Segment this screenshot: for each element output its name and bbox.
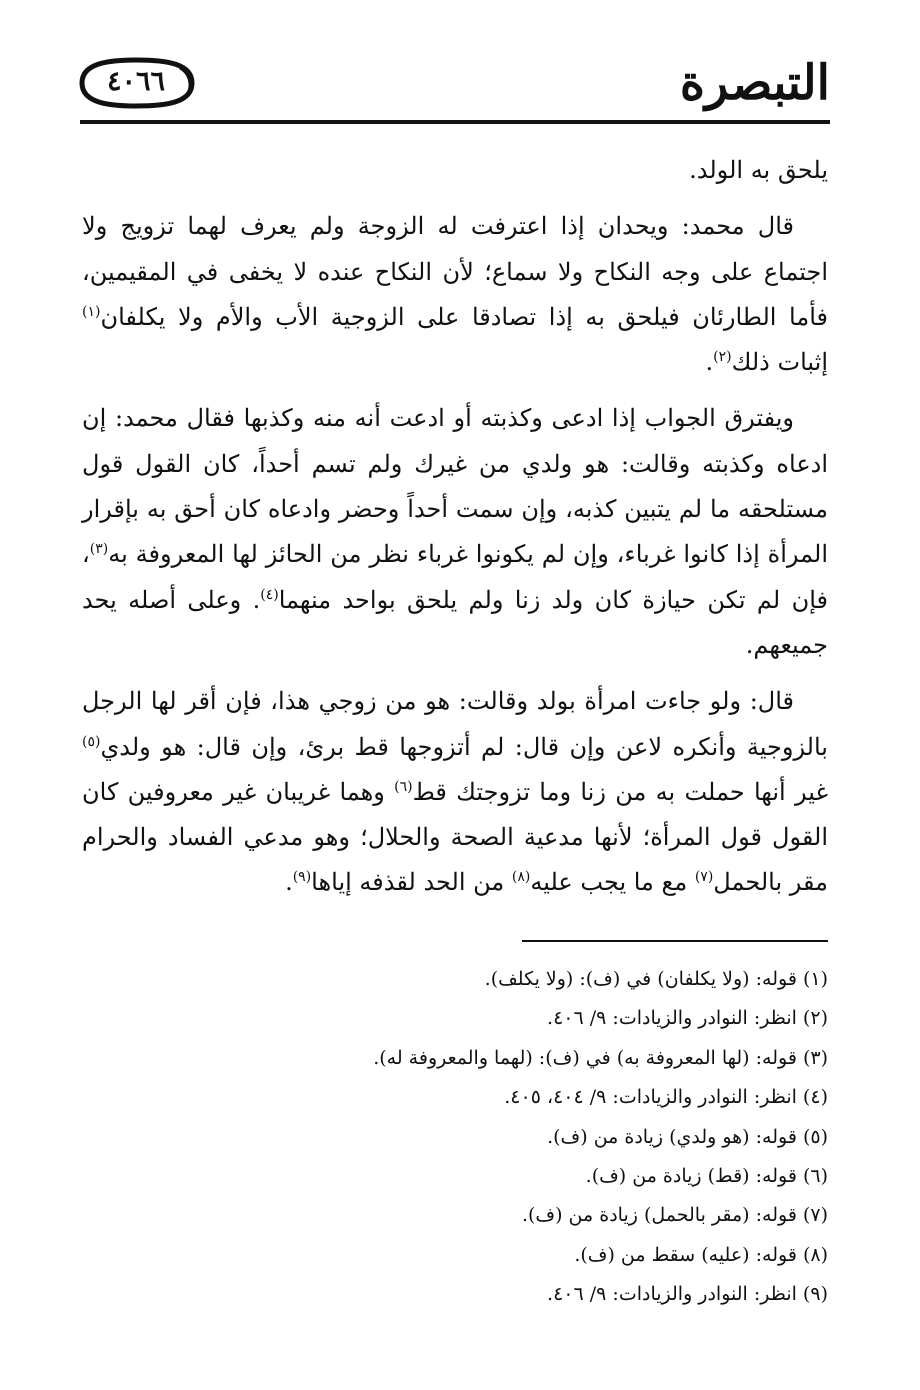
paragraph-4-part-b: وهما غريبان غير معروفين كان القول قول المرأة؛ لأنها مدعية الصحة والحلال؛ وهو مدعي الفساد والحرام مقر بالحمل [82,777,828,897]
paragraph-2-tail: إثبات ذلك [731,348,828,377]
footnote-ref-5[interactable]: (٥) [82,733,101,750]
paragraph-4-part-d: من الحد لقذفه إياها [311,868,512,897]
footnote-9: (٩) انظر: النوادر والزيادات: ٩/ ٤٠٦. [547,1283,828,1306]
page-header [80,52,830,122]
footnote-6: (٦) قوله: (قط) زيادة من (ف). [585,1165,828,1188]
header-rule [80,120,830,124]
paragraph-2 [82,204,828,385]
footnote-3: (٣) قوله: (لها المعروفة به) في (ف): (لهما والمعروفة له). [373,1046,828,1069]
footnote-ref-4[interactable]: (٤) [260,586,279,603]
main-text [82,148,828,917]
footnote-5: (٥) قوله: (هو ولدي) زيادة من (ف). [547,1125,828,1148]
page-number-badge [76,56,196,110]
footnote-7: (٧) قوله: (مقر بالحمل) زيادة من (ف). [521,1204,828,1227]
paragraph-4 [82,679,828,905]
footnote-1: (١) قوله: (ولا يكلفان) في (ف): (ولا يكلف). [484,968,828,990]
paragraph-4-part-a: غير أنها حملت به من زنا وما تزوجتك قط [412,777,828,806]
footnote-ref-6[interactable]: (٦) [394,778,413,795]
footnotes [82,960,828,1315]
footnote-separator [522,940,828,942]
paragraph-4-text: قال: ولو جاءت امرأة بولد وقالت: هو من زوجي هذا، فإن أقر لها الرجل بالزوجية وأنكره لاعن وإن قال: لم أتزوجها قط برئ، وإن قال: هو ولدي [82,687,828,761]
paragraph-1 [82,148,828,193]
paragraph-4-end: . [285,868,293,897]
footnote-ref-3[interactable]: (٣) [89,541,109,558]
paragraph-1-text: يلحق به الولد. [689,156,828,184]
footnote-ref-1[interactable]: (١) [82,303,101,320]
paragraph-4-part-c: مع ما يجب عليه [530,868,695,897]
footnote-ref-2[interactable]: (٢) [713,349,732,366]
footnote-8: (٨) قوله: (عليه) سقط من (ف). [574,1243,828,1266]
book-title: التبصرة [679,55,830,111]
paragraph-2-end: . [705,348,714,377]
paragraph-2-text: قال محمد: ويحدان إذا اعترفت له الزوجة ولم يعرف لهما تزويج ولا اجتماع على وجه النكاح ولا سماع؛ لأن النكاح عنده لا يخفى في المقيمين، فأما الطارئان فيلحق به إذا تصادقا على الزوجية الأب والأم ولا يكلفان [82,212,828,331]
footnote-2: (٢) انظر: النوادر والزيادات: ٩/ ٤٠٦. [547,1007,828,1030]
footnote-4: (٤) انظر: النوادر والزيادات: ٩/ ٤٠٤، ٤٠٥. [504,1086,828,1109]
paragraph-3-text: ويفترق الجواب إذا ادعى وكذبته أو ادعت أنه منه وكذبها فقال محمد: إن ادعاه وكذبته وقالت: هو ولدي من غيرك ولم تسم أحداً، كان القول قول مستلحقه ما لم يتبين كذبه، وإن سمت أحداً وحضر وادعاه كان أحق به بإقرار المرأة إذا كانوا غرباء، وإن لم يكونوا غرباء نظر من الحائز لها المعروفة به [82,404,828,569]
footnote-ref-7[interactable]: (٧) [694,869,714,886]
page-number: ٤٠٦٦ [106,66,165,97]
footnote-ref-9[interactable]: (٩) [292,869,312,886]
paragraph-3 [82,396,828,668]
paragraph-3-end: . وعلى أصله يحد جميعهم. [82,585,828,659]
footnote-ref-8[interactable]: (٨) [511,869,531,886]
paragraph-3-middle: ، فإن لم تكن حيازة كان ولد زنا ولم يلحق بواحد منهما [82,540,828,614]
